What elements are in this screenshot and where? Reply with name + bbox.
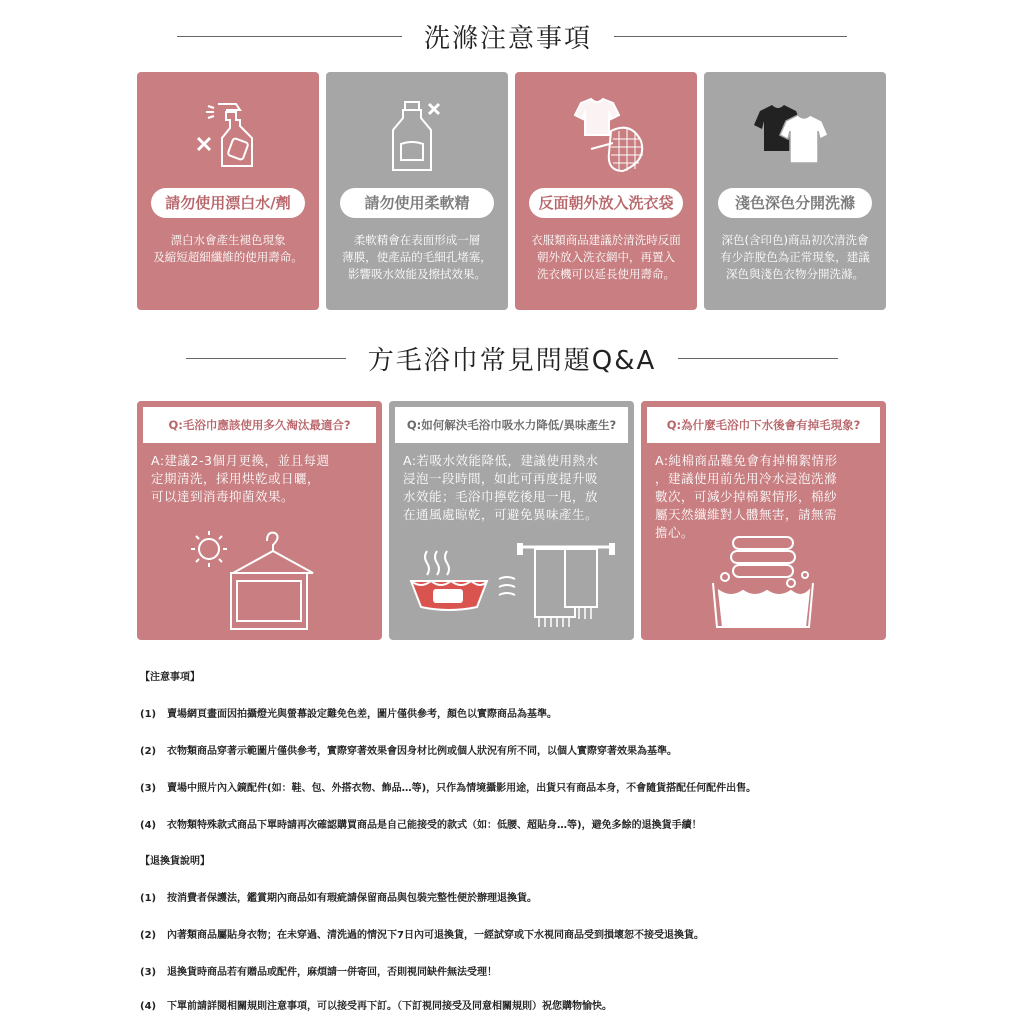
dark-light-shirts-icon [704,86,886,186]
section-title-washing [0,18,1024,55]
item-text: 賣場網頁畫面因拍攝燈光與螢幕設定難免色差，圖片僅供參考，顏色以實際商品為基準。 [167,709,557,720]
card-description [706,232,884,283]
card-label: 請勿使用漂白水/劑 [151,188,305,218]
desc-line: 深色(含印色)商品初次清洗會 [721,233,869,247]
item-text: 下單前請詳閱相關規則注意事項，可以接受再下訂。（下訂視同接受及同意相關規則）祝您購物愉快。 [167,1001,612,1012]
item-number: (2) [140,930,157,941]
item-number: (4) [140,820,157,831]
item-number: (2) [140,746,157,757]
card-separate-colors [704,72,886,310]
desc-line: 衣服類商品建議於清洗時反面 [531,233,681,247]
qa-card-shedding [641,401,886,640]
desc-line: 洗衣機可以延長使用壽命。 [537,267,675,281]
notes-heading: 【注意事項】 [140,672,200,683]
qa-cards [137,401,887,640]
answer-line: 數次，可減少掉棉絮情形，棉紗 [655,489,838,504]
desc-line: 漂白水會產生褪色現象 [170,233,286,247]
section-title-text: 洗滌注意事項 [423,24,592,54]
qa-answer [151,452,368,506]
desc-line: 柔軟精會在表面形成一層 [353,233,481,247]
card-label: 反面朝外放入洗衣袋 [529,188,683,218]
notes-item [140,816,702,831]
answer-line: 可以達到消毒抑菌效果。 [151,489,295,504]
item-text: 衣物類特殊款式商品下單時請再次確認購買商品是自己能接受的款式（如：低腰、超貼身…等)，避免多餘的退換貨手續！ [167,820,702,831]
qa-card-replacement [137,401,382,640]
item-text: 內著類商品屬貼身衣物；在未穿過、清洗過的情況下7日內可退換貨，一經試穿或下水視同商品受到損壞恕不接受退換貨。 [167,930,704,941]
section-title-qa [0,340,1024,377]
notes-item [140,705,557,720]
returns-item [140,963,497,978]
qa-question: Q:毛浴巾應該使用多久淘汰最適合? [143,407,376,443]
answer-line: A:若吸水效能降低，建議使用熱水 [403,453,599,468]
section-title-text: 方毛浴巾常見問題Q&A [367,346,657,376]
notes-item [140,779,756,794]
sun-towel-hanger-icon [137,527,382,637]
returns-item [140,889,537,904]
card-label: 請勿使用柔軟精 [340,188,494,218]
item-text: 衣物類商品穿著示範圖片僅供參考，實際穿著效果會因身材比例或個人狀況有所不同，以個人實際穿著效果為基準。 [167,746,677,757]
item-number: (3) [140,783,157,794]
desc-line: 深色與淺色衣物分開洗滌。 [726,267,864,281]
card-laundry-bag [515,72,697,310]
desc-line: 薄膜，使產品的毛細孔堵塞， [342,250,492,264]
qa-answer [403,452,620,524]
answer-line: A:純棉商品難免會有掉棉絮情形 [655,453,838,468]
card-label: 淺色深色分開洗滌 [718,188,872,218]
item-text: 退換貨時商品若有贈品或配件，麻煩請一併寄回，否則視同缺件無法受理！ [167,967,497,978]
returns-item [140,997,612,1012]
returns-heading: 【退換貨說明】 [140,856,210,867]
desc-line: 及縮短超細纖維的使用壽命。 [153,250,303,264]
qa-card-absorbency [389,401,634,640]
softener-bottle-no-icon [326,86,508,186]
qa-question: Q:如何解決毛浴巾吸水力降低/異味產生? [395,407,628,443]
card-no-bleach [137,72,319,310]
card-description [328,232,506,283]
spray-bottle-no-icon [137,86,319,186]
item-number: (3) [140,967,157,978]
answer-line: A:建議2-3個月更換，並且每週 [151,453,330,468]
answer-line: ，建議使用前先用冷水浸泡洗滌 [655,471,838,486]
answer-line: 浸泡一段時間，如此可再度提升吸 [403,471,599,486]
title-divider-right [614,36,847,37]
shirt-laundry-bag-icon [515,86,697,186]
answer-line: 水效能；毛浴巾擰乾後甩一甩，放 [403,489,599,504]
answer-line: 定期清洗，採用烘乾或日曬， [151,471,321,486]
towels-water-basin-icon [641,527,886,637]
washing-cards [137,72,887,310]
desc-line: 有少許脫色為正常現象，建議 [720,250,870,264]
answer-line: 屬天然纖維對人體無害，請無需 [655,507,838,522]
answer-line: 擔心。 [655,525,695,540]
title-divider-left [177,36,402,37]
returns-item [140,926,704,941]
card-description [517,232,695,283]
desc-line: 朝外放入洗衣網中，再置入 [537,250,675,264]
item-text: 按消費者保護法，鑑賞期內商品如有瑕疵請保留商品與包裝完整性便於辦理退換貨。 [167,893,537,904]
title-divider-right [678,358,838,359]
hot-soak-drying-rack-icon [389,527,634,637]
item-number: (1) [140,893,157,904]
card-no-softener [326,72,508,310]
item-number: (1) [140,709,157,720]
notes-item [140,742,677,757]
title-divider-left [186,358,346,359]
qa-question: Q:為什麼毛浴巾下水後會有掉毛現象? [647,407,880,443]
desc-line: 影響吸水效能及擦拭效果。 [348,267,486,281]
item-number: (4) [140,1001,157,1012]
answer-line: 在通風處晾乾，可避免異味產生。 [403,507,599,522]
item-text: 賣場中照片內入鏡配件(如：鞋、包、外搭衣物、飾品…等)，只作為情境攝影用途，出貨只有商品本身，不會隨貨搭配任何配件出售。 [167,783,757,794]
card-description [139,232,317,266]
